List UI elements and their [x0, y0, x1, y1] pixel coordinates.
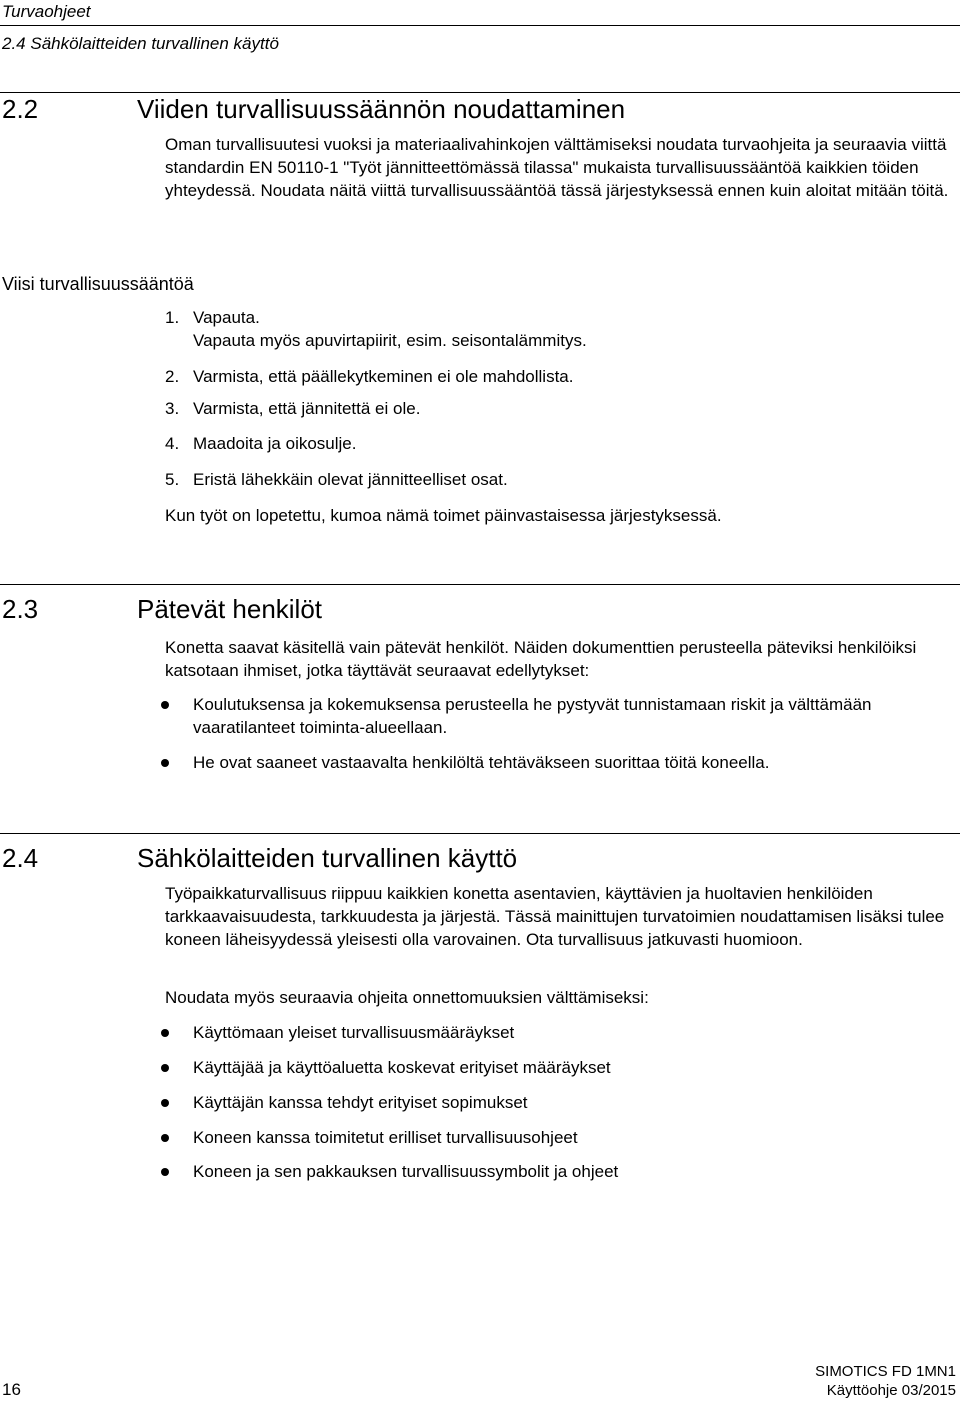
rule-text: Vapauta.: [193, 308, 260, 327]
list-item-text: He ovat saaneet vastaavalta henkilöltä tehtäväkseen suorittaa töitä koneella.: [193, 753, 770, 772]
section-lead: Noudata myös seuraavia ohjeita onnettomuuksien välttämiseksi:: [165, 988, 649, 1007]
rule-item: [165, 469, 508, 491]
list-item-text: Koneen ja sen pakkauksen turvallisuussymbolit ja ohjeet: [193, 1162, 619, 1181]
list-item-text: Käyttäjää ja käyttöaluetta koskevat erityiset määräykset: [193, 1058, 611, 1077]
section-rule: [0, 833, 960, 834]
rule-number: 1.: [165, 308, 180, 327]
bullet-icon: [161, 1168, 169, 1176]
rule-number: 3.: [165, 399, 180, 418]
bullet-icon: [161, 1029, 169, 1037]
list-item: [165, 751, 960, 774]
section-number: 2.4: [2, 843, 39, 873]
list-item: [165, 1091, 960, 1114]
section-title: Sähkölaitteiden turvallinen käyttö: [137, 843, 518, 873]
page-number: 16: [2, 1380, 21, 1399]
list-item-text: Koulutuksensa ja kokemuksensa perusteella he pystyvät tunnistamaan riskit ja välttämään vaaratilanteet toiminta-alueellaan.: [193, 695, 872, 737]
section-intro: Työpaikkaturvallisuus riippuu kaikkien konetta asentavien, käyttävien ja huoltavien henkilöiden tarkkaavaisuudesta, tarkkuudesta ja järjestä. Tässä mainittujen turvatoimien noudattamisen lisäksi tulee koneen läheisyydessä yleisesti olla varovainen. Ota turvallisuus jatkuvasti huomioon.: [165, 884, 945, 949]
header-rule: [0, 25, 960, 26]
rule-number: 4.: [165, 434, 180, 453]
section-rule: [0, 92, 960, 93]
bullet-icon: [161, 1134, 169, 1142]
list-item: [165, 693, 960, 739]
bullet-icon: [161, 1099, 169, 1107]
rule-item: [165, 366, 573, 388]
rule-item: [165, 398, 420, 420]
rule-text: Eristä lähekkäin olevat jännitteelliset osat.: [193, 470, 508, 489]
list-item: [165, 1160, 960, 1183]
rule-sub-text: Vapauta myös apuvirtapiirit, esim. seisontalämmitys.: [193, 331, 587, 350]
running-header-chapter: Turvaohjeet: [2, 2, 91, 21]
section-title: Pätevät henkilöt: [137, 594, 323, 624]
bullet-icon: [161, 759, 169, 767]
list-item-text: Käyttäjän kanssa tehdyt erityiset sopimukset: [193, 1093, 528, 1112]
rule-text: Varmista, että päällekytkeminen ei ole mahdollista.: [193, 367, 574, 386]
list-item-text: Käyttömaan yleiset turvallisuusmääräykset: [193, 1023, 515, 1042]
section-number: 2.3: [2, 594, 39, 624]
section-title: Viiden turvallisuussäännön noudattaminen: [137, 94, 626, 124]
running-header-section: 2.4 Sähkölaitteiden turvallinen käyttö: [2, 34, 279, 53]
list-item: [165, 1056, 960, 1079]
section-number: 2.2: [2, 94, 39, 124]
rules-heading: Viisi turvallisuussääntöä: [2, 274, 194, 294]
rule-number: 2.: [165, 367, 180, 386]
list-item: [165, 1021, 960, 1044]
bullet-icon: [161, 701, 169, 709]
list-item-text: Koneen kanssa toimitetut erilliset turvallisuusohjeet: [193, 1128, 578, 1147]
rule-number: 5.: [165, 470, 180, 489]
rules-closing: Kun työt on lopetettu, kumoa nämä toimet päinvastaisessa järjestyksessä.: [165, 506, 722, 525]
section-intro: Oman turvallisuutesi vuoksi ja materiaalivahinkojen välttämiseksi noudata turvaohjeita ja seuraavia viittä standardin EN 50110-1 "Työt jännitteettömässä tilassa" mukaista turvallisuussääntöä kaikkien töiden yhteydessä. Noudata näitä viittä turvallisuussääntöä tässä järjestyksessä ennen kuin aloitat mitään töitä.: [165, 135, 949, 200]
footer-document: Käyttöohje 03/2015: [826, 1382, 956, 1399]
section-intro: Konetta saavat käsitellä vain pätevät henkilöt. Näiden dokumenttien perusteella päteviksi henkilöiksi katsotaan ihmiset, jotka täyttävät seuraavat edellytykset:: [165, 638, 917, 680]
list-item: [165, 1126, 960, 1149]
rule-text: Maadoita ja oikosulje.: [193, 434, 357, 453]
footer-product: SIMOTICS FD 1MN1: [815, 1363, 956, 1380]
section-rule: [0, 584, 960, 585]
bullet-icon: [161, 1064, 169, 1072]
rule-text: Varmista, että jännitettä ei ole.: [193, 399, 421, 418]
rule-item: [165, 433, 356, 455]
rule-item: [165, 307, 260, 329]
